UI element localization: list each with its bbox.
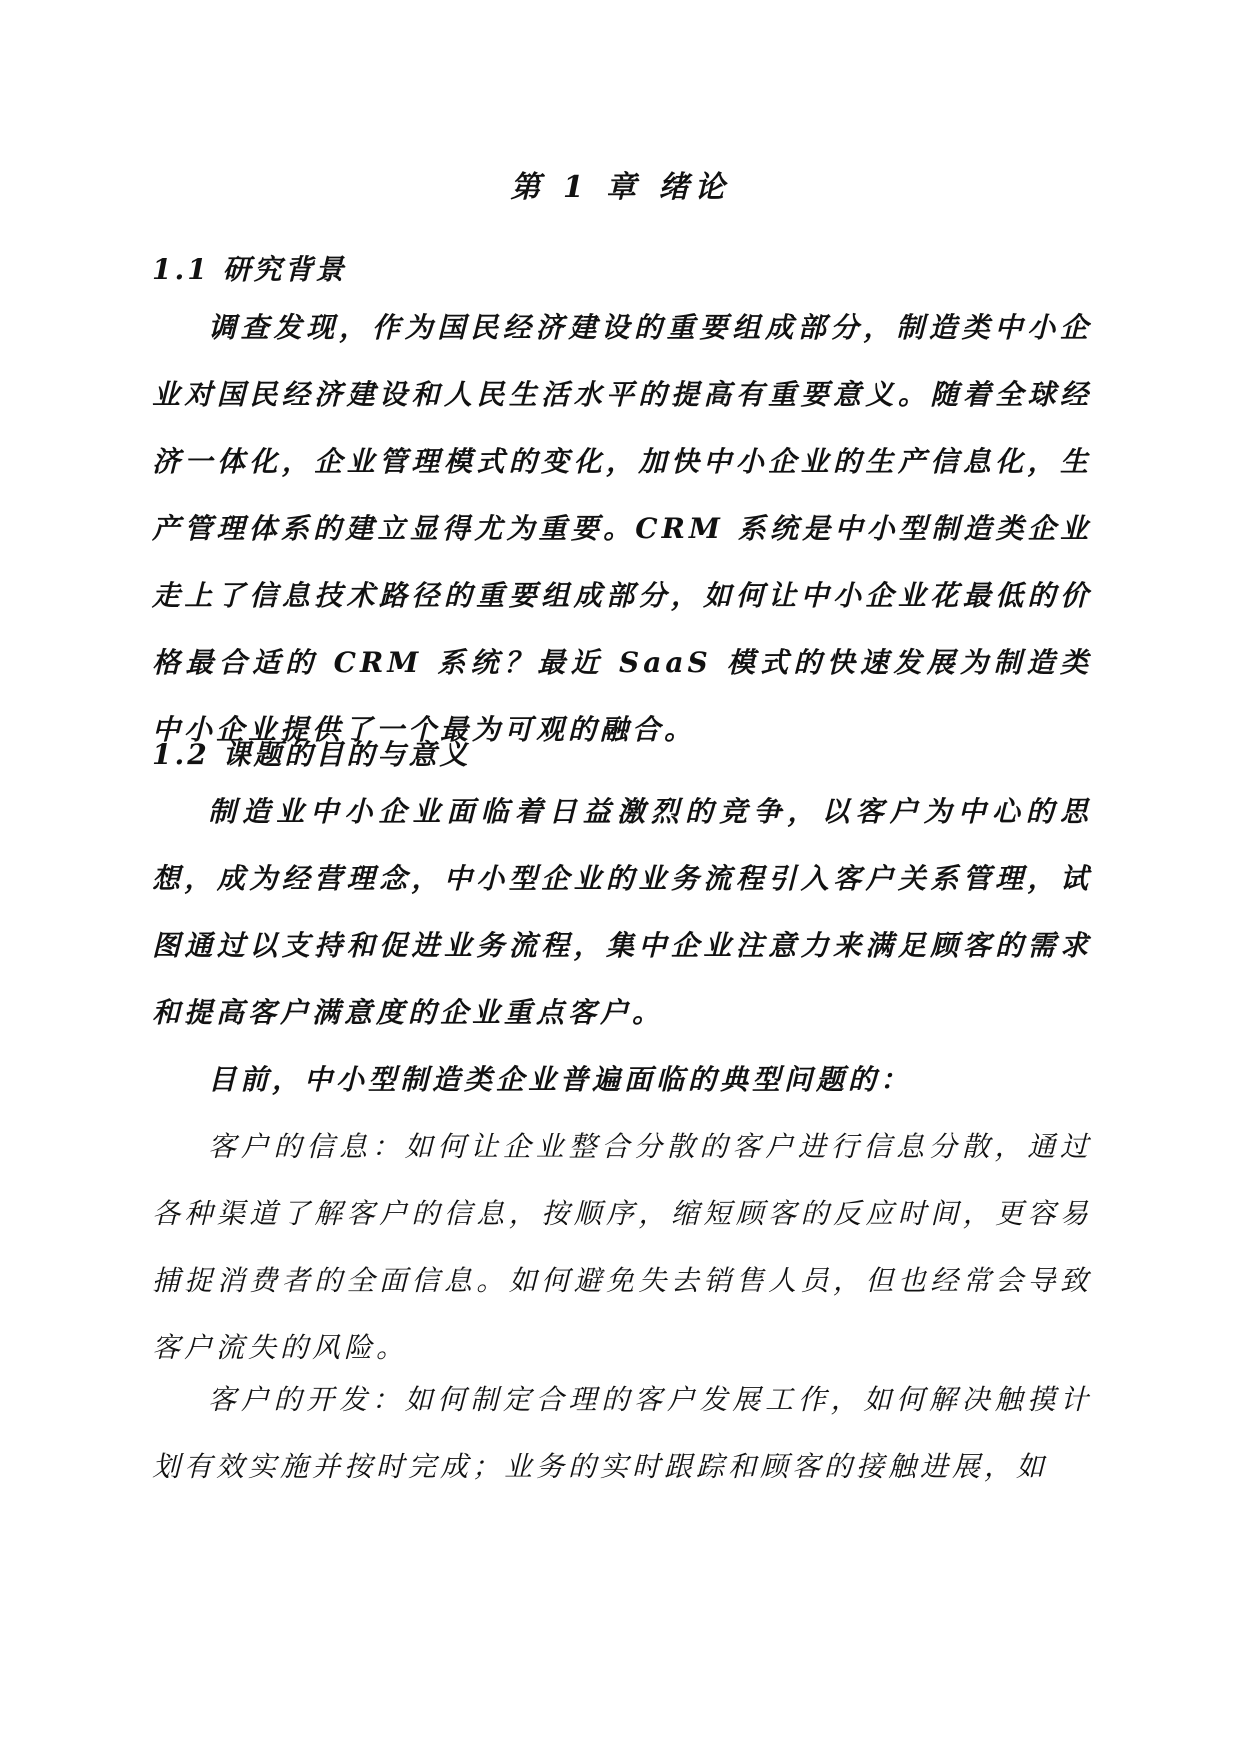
paragraph-typical-problems-intro: 目前，中小型制造类企业普遍面临的典型问题的： <box>208 1063 913 1096</box>
section-heading-1-1: 1.1 研究背景 <box>152 253 347 286</box>
chapter-title: 第 1 章 绪论 <box>510 170 731 205</box>
paragraph-customer-development: 客户的开发：如何制定合理的客户发展工作，如何解决触摸计划有效实施并按时完成；业务的实时跟踪和顾客的接触进展，如 <box>152 1383 1092 1483</box>
paragraph-customer-information: 客户的信息：如何让企业整合分散的客户进行信息分散，通过各种渠道了解客户的信息，按顺序，缩短顾客的反应时间，更容易捕捉消费者的全面信息。如何避免失去销售人员，但也经常会导致客户流失的风险。 <box>152 1130 1092 1364</box>
paragraph-purpose-significance: 制造业中小企业面临着日益激烈的竞争，以客户为中心的思想，成为经营理念，中小型企业的业务流程引入客户关系管理，试图通过以支持和促进业务流程，集中企业注意力来满足顾客的需求和提高客户满意度的企业重点客户。 <box>152 795 1092 1029</box>
section-heading-1-2: 1.2 课题的目的与意义 <box>152 738 471 771</box>
paragraph-research-background: 调查发现，作为国民经济建设的重要组成部分，制造类中小企业对国民经济建设和人民生活水平的提高有重要意义。随着全球经济一体化，企业管理模式的变化，加快中小企业的生产信息化，生产管理体系的建立显得尤为重要。CRM 系统是中小型制造类企业走上了信息技术路径的重要组成部分，如何让中小企业花最低的价格最合适的 CRM 系统？最近 SaaS 模式的快速发展为制造类中小企业提供了一个最为可观的融合。 <box>152 311 1092 746</box>
